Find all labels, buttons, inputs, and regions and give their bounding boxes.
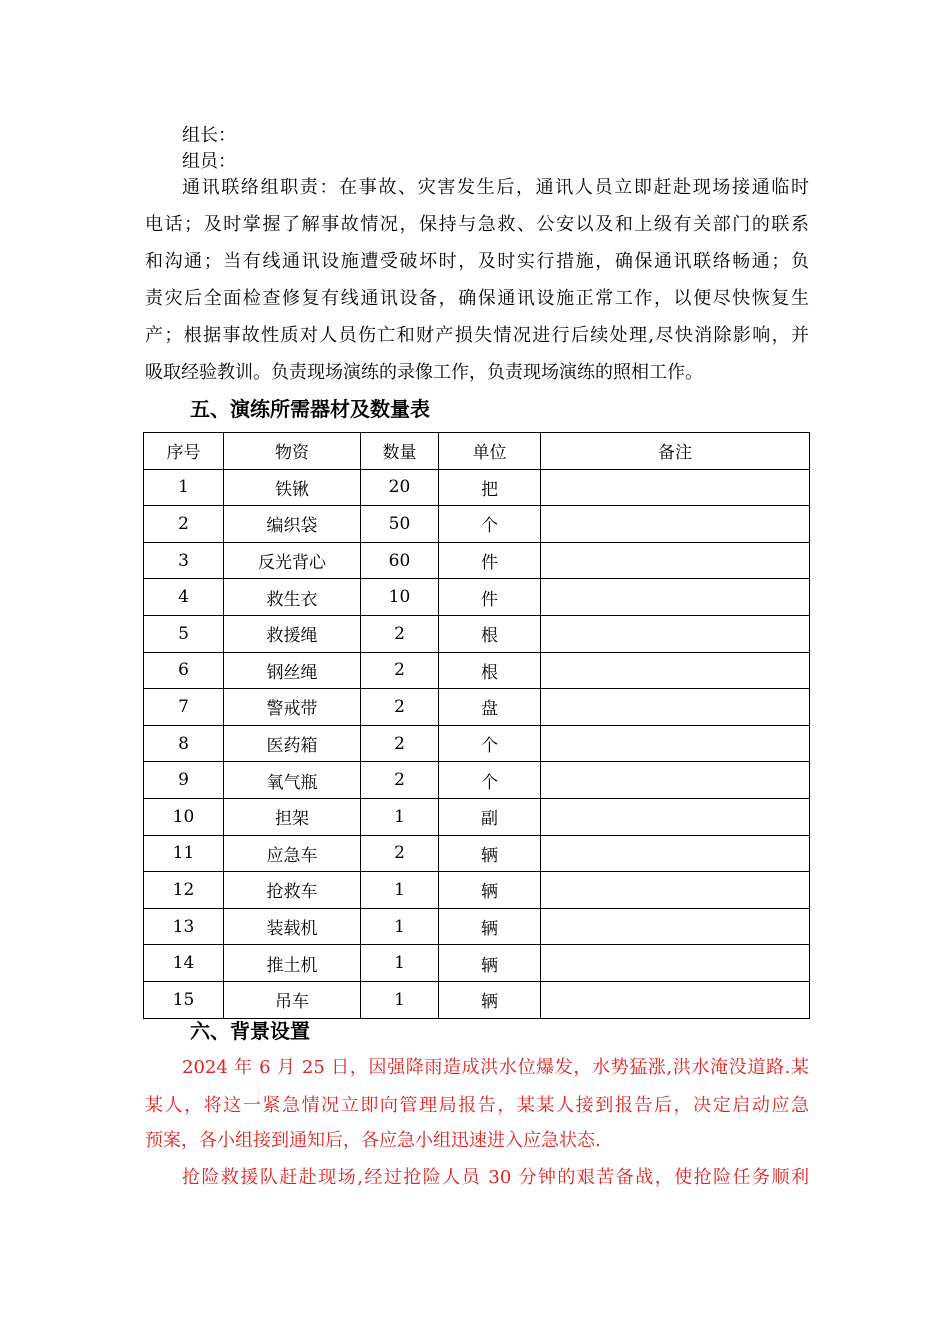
cell-index: 13	[144, 908, 224, 945]
cell-unit: 个	[439, 762, 541, 799]
cell-remarks	[541, 835, 810, 872]
cell-material: 吊车	[224, 981, 361, 1018]
table-row	[144, 615, 810, 652]
cell-quantity: 1	[361, 945, 439, 982]
cell-unit: 副	[439, 798, 541, 835]
cell-quantity: 1	[361, 981, 439, 1018]
cell-unit: 辆	[439, 981, 541, 1018]
cell-unit: 个	[439, 725, 541, 762]
cell-material: 推土机	[224, 945, 361, 982]
cell-quantity: 10	[361, 579, 439, 616]
cell-quantity: 50	[361, 506, 439, 543]
paragraph-line: 2024 年 6 月 25 日，因强降雨造成洪水位爆发，水势猛涨,洪水淹没道路.某	[182, 1057, 809, 1078]
cell-material: 警戒带	[224, 689, 361, 726]
cell-quantity: 1	[361, 798, 439, 835]
paragraph-line: 和沟通；当有线通讯设施遭受破坏时，及时实行措施，确保通讯联络畅通；负	[145, 251, 809, 272]
cell-material: 救援绳	[224, 615, 361, 652]
cell-quantity: 60	[361, 542, 439, 579]
cell-remarks	[541, 506, 810, 543]
group-leader-line: 组长：	[182, 125, 236, 146]
cell-index: 7	[144, 689, 224, 726]
cell-remarks	[541, 542, 810, 579]
cell-material: 医药箱	[224, 725, 361, 762]
table-header-row	[144, 433, 810, 470]
cell-quantity: 2	[361, 615, 439, 652]
header-unit: 单位	[439, 433, 541, 470]
paragraph-line: 抢险救援队赶赴现场,经过抢险人员 30 分钟的艰苦备战，使抢险任务顺利	[182, 1167, 809, 1188]
cell-quantity: 2	[361, 835, 439, 872]
cell-remarks	[541, 725, 810, 762]
cell-index: 12	[144, 872, 224, 909]
paragraph-line: 电话；及时掌握了解事故情况，保持与急救、公安以及和上级有关部门的联系	[145, 214, 809, 235]
paragraph-line: 吸取经验教训。负责现场演练的录像工作，负责现场演练的照相工作。	[145, 362, 703, 383]
cell-remarks	[541, 762, 810, 799]
table-row	[144, 798, 810, 835]
table-row	[144, 981, 810, 1018]
cell-unit: 件	[439, 542, 541, 579]
cell-index: 15	[144, 981, 224, 1018]
cell-index: 6	[144, 652, 224, 689]
table-row	[144, 506, 810, 543]
cell-quantity: 2	[361, 725, 439, 762]
cell-material: 氧气瓶	[224, 762, 361, 799]
cell-remarks	[541, 579, 810, 616]
cell-quantity: 20	[361, 469, 439, 506]
cell-unit: 把	[439, 469, 541, 506]
cell-unit: 个	[439, 506, 541, 543]
cell-quantity: 2	[361, 762, 439, 799]
cell-unit: 盘	[439, 689, 541, 726]
header-material: 物资	[224, 433, 361, 470]
table-row	[144, 908, 810, 945]
cell-index: 10	[144, 798, 224, 835]
cell-index: 4	[144, 579, 224, 616]
cell-quantity: 1	[361, 908, 439, 945]
cell-quantity: 1	[361, 872, 439, 909]
cell-material: 铁锹	[224, 469, 361, 506]
cell-unit: 辆	[439, 872, 541, 909]
cell-material: 反光背心	[224, 542, 361, 579]
paragraph-line: 通讯联络组职责：在事故、灾害发生后，通讯人员立即赶赴现场接通临时	[182, 177, 809, 198]
cell-unit: 辆	[439, 835, 541, 872]
cell-material: 应急车	[224, 835, 361, 872]
cell-index: 9	[144, 762, 224, 799]
table-row	[144, 689, 810, 726]
cell-remarks	[541, 689, 810, 726]
section-5-heading: 五、演练所需器材及数量表	[190, 397, 430, 421]
group-members-line: 组员：	[182, 151, 236, 172]
table-row	[144, 762, 810, 799]
cell-remarks	[541, 945, 810, 982]
cell-unit: 辆	[439, 908, 541, 945]
cell-quantity: 2	[361, 652, 439, 689]
cell-index: 2	[144, 506, 224, 543]
paragraph-line: 某人，将这一紧急情况立即向管理局报告，某某人接到报告后，决定启动应急	[145, 1095, 809, 1116]
cell-index: 11	[144, 835, 224, 872]
paragraph-line: 产；根据事故性质对人员伤亡和财产损失情况进行后续处理,尽快消除影响，并	[145, 325, 809, 346]
table-row	[144, 725, 810, 762]
cell-remarks	[541, 469, 810, 506]
cell-index: 14	[144, 945, 224, 982]
cell-remarks	[541, 872, 810, 909]
cell-material: 装载机	[224, 908, 361, 945]
table-row	[144, 872, 810, 909]
header-remarks: 备注	[541, 433, 810, 470]
cell-index: 3	[144, 542, 224, 579]
cell-material: 钢丝绳	[224, 652, 361, 689]
table-row	[144, 945, 810, 982]
cell-index: 1	[144, 469, 224, 506]
cell-quantity: 2	[361, 689, 439, 726]
cell-unit: 件	[439, 579, 541, 616]
cell-unit: 根	[439, 652, 541, 689]
table-row	[144, 835, 810, 872]
cell-material: 担架	[224, 798, 361, 835]
table-row	[144, 469, 810, 506]
cell-unit: 辆	[439, 945, 541, 982]
paragraph-line: 预案，各小组接到通知后，各应急小组迅速进入应急状态.	[145, 1130, 601, 1151]
cell-material: 抢救车	[224, 872, 361, 909]
cell-index: 8	[144, 725, 224, 762]
cell-remarks	[541, 981, 810, 1018]
table-row	[144, 542, 810, 579]
cell-material: 救生衣	[224, 579, 361, 616]
table-body	[144, 469, 810, 1018]
table-row	[144, 652, 810, 689]
cell-unit: 根	[439, 615, 541, 652]
cell-remarks	[541, 908, 810, 945]
cell-remarks	[541, 652, 810, 689]
paragraph-line: 责灾后全面检查修复有线通讯设备，确保通讯设施正常工作，以便尽快恢复生	[145, 288, 809, 309]
header-quantity: 数量	[361, 433, 439, 470]
table-row	[144, 579, 810, 616]
section-6-heading: 六、背景设置	[190, 1019, 310, 1043]
equipment-table	[143, 432, 810, 1019]
cell-material: 编织袋	[224, 506, 361, 543]
cell-remarks	[541, 615, 810, 652]
cell-index: 5	[144, 615, 224, 652]
cell-remarks	[541, 798, 810, 835]
header-index: 序号	[144, 433, 224, 470]
